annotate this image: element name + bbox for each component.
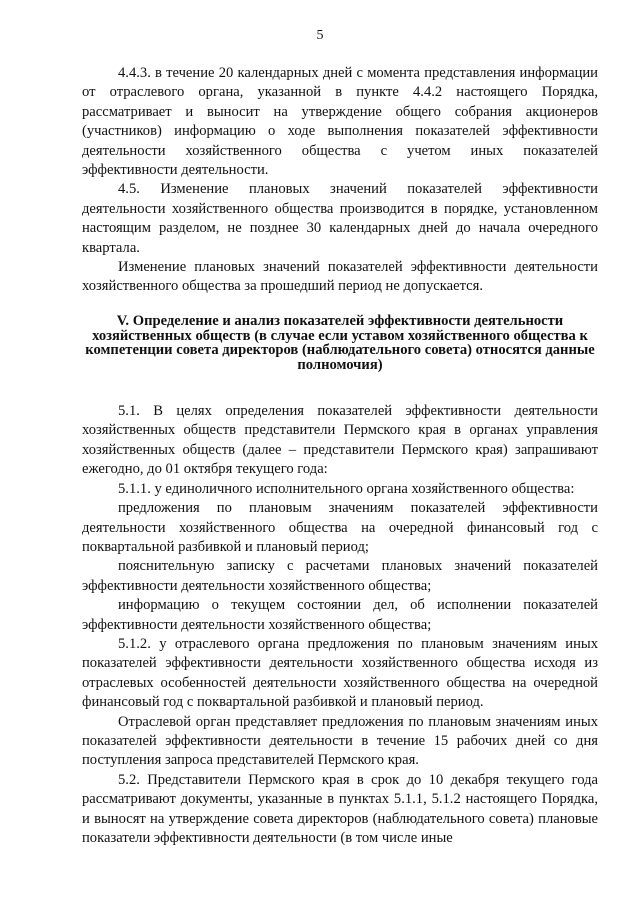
paragraph-5-1-2: 5.1.2. у отраслевого органа предложения по плановым значениям иных показателей эффективности деятельности хозяйственного общества исходя из отраслевых особенностей деятельности хозяйственного общества на очередной финансовый год с поквартальной разбивкой и плановый период. <box>82 635 598 711</box>
paragraph-current-status: информацию о текущем состоянии дел, об исполнении показателей эффективности деятельности хозяйственного общества; <box>82 597 598 633</box>
section-heading: V. Определение и анализ показателей эффективности деятельности хозяйственных обществ (в случае если уставом хозяйственного общества к компетенции совета директоров (наблюдательного совета) относятся данные полномочия) <box>85 312 595 374</box>
paragraph-proposals: предложения по плановым значениям показателей эффективности деятельности хозяйственного общества на очередной финансовый год с поквартальной разбивкой и плановый период; <box>82 500 598 555</box>
paragraph-4-5: 4.5. Изменение плановых значений показателей эффективности деятельности хозяйственного общества производится в порядке, установленном настоящим разделом, не позднее 30 календарных дней до начала очередного квартала. <box>82 181 598 256</box>
paragraph-5-1-1: 5.1.1. у единоличного исполнительного органа хозяйственного общества: <box>118 480 575 497</box>
paragraph-5-1: 5.1. В целях определения показателей эффективности деятельности хозяйственных обществ представители Пермского края в органах управления хозяйственных обществ (далее – представители Пермского края) запрашивают ежегодно, до 01 октября текущего года: <box>82 403 598 478</box>
paragraph-4-4-3: 4.4.3. в течение 20 календарных дней с момента представления информации от отраслевого органа, указанной в пункте 4.4.2 настоящего Порядка, рассматривает и выносит на утверждение общего собрания акционеров (участников) информацию о ходе выполнения показателей эффективности деятельности хозяйственного общества с учетом иных показателей эффективности деятельности. <box>82 65 598 179</box>
paragraph-5-2: 5.2. Представители Пермского края в срок до 10 декабря текущего года рассматривают документы, указанные в пунктах 5.1.1, 5.1.2 настоящего Порядка, и выносят на утверждение совета директоров (наблюдательного совета) плановые показатели эффективности деятельности (в том числе иные <box>82 771 598 846</box>
page-number: 5 <box>316 28 324 43</box>
paragraph-sector-body: Отраслевой орган представляет предложения по плановым значениям иных показателей эффективности деятельности в течение 15 рабочих дней со дня поступления запроса представителей Пермского края. <box>82 713 598 769</box>
paragraph-no-change-past-period: Изменение плановых значений показателей эффективности деятельности хозяйственного общества за прошедший период не допускается. <box>82 259 598 295</box>
paragraph-explanatory-note: пояснительную записку с расчетами плановых значений показателей эффективности деятельности хозяйственного общества; <box>82 558 598 594</box>
document-body <box>82 64 598 848</box>
